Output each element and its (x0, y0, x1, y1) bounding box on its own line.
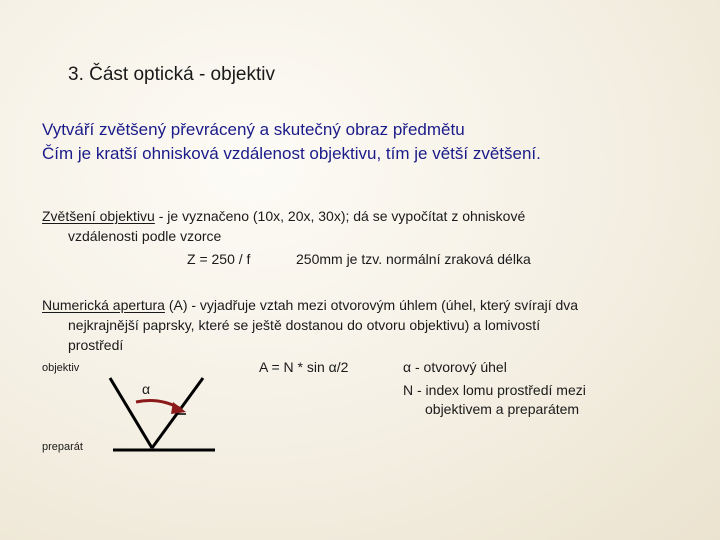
magnification-note: 250mm je tzv. normální zraková délka (296, 251, 531, 267)
magnification-text: - je vyznačeno (10x, 20x, 30x); dá se vypočítat z ohniskové (154, 208, 526, 224)
magnification-line-2: vzdálenosti podle vzorce (68, 228, 222, 244)
slide-title: 3. Část optická - objektiv (68, 64, 275, 85)
objective-label: objektiv (42, 362, 80, 374)
aperture-term: Numerická apertura (42, 297, 165, 313)
aperture-line-3: prostředí (68, 337, 124, 353)
magnification-term: Zvětšení objektivu (42, 208, 155, 224)
aperture-formula: A = N * sin α/2 (259, 359, 349, 375)
intro-line-2: Čím je kratší ohnisková vzdálenost objektivu, tím je větší zvětšení. (42, 144, 541, 163)
alpha-label: α (142, 381, 151, 397)
n-definition-line-2: objektivem a preparátem (425, 401, 580, 417)
aperture-line-2: nejkrajnější paprsky, které se ještě dostanou do otvoru objektivu) a lomivostí (68, 317, 541, 333)
alpha-definition: α - otvorový úhel (403, 359, 507, 375)
n-definition-line-1: N - index lomu prostředí mezi (403, 382, 586, 398)
aperture-text: (A) - vyjadřuje vztah mezi otvorovým úhlem (úhel, který svírají dva (164, 297, 579, 313)
intro-line-1: Vytváří zvětšený převrácený a skutečný obraz předmětu (42, 120, 465, 139)
specimen-label: preparát (42, 441, 83, 453)
magnification-formula: Z = 250 / f (187, 251, 251, 267)
